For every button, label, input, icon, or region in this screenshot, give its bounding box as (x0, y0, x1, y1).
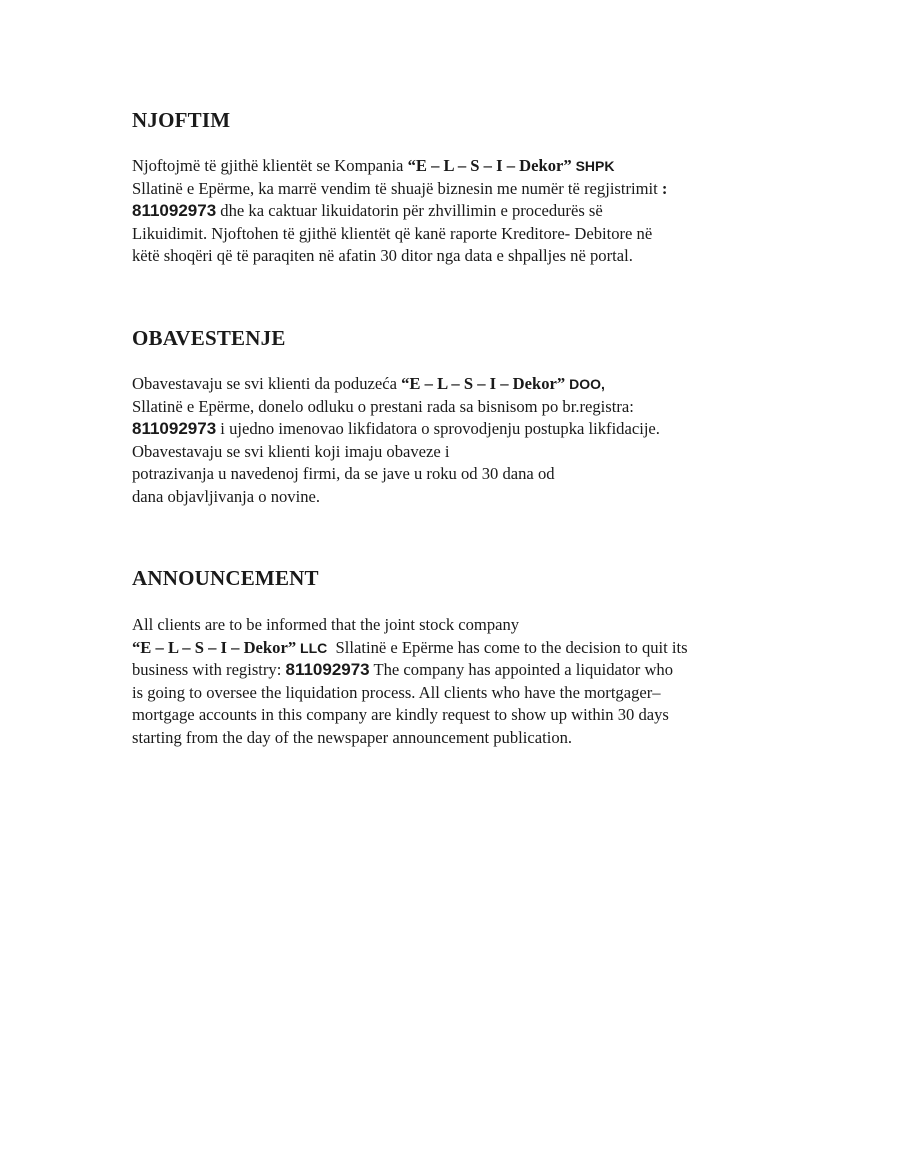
company-name: “E – L – S – I – Dekor” (401, 374, 566, 393)
paragraph-line (132, 155, 667, 178)
line-text: Sllatinë e Epërme has come to the decision to quit its (327, 637, 688, 657)
line-text: business with registry: (132, 660, 286, 680)
section-njoftim (132, 108, 792, 266)
paragraph-njoftim (132, 155, 667, 268)
paragraph-line (132, 178, 667, 201)
paragraph-line (132, 373, 660, 396)
paragraph-line (132, 659, 688, 682)
heading-announcement: ANNOUNCEMENT (132, 566, 319, 590)
paragraph-announcement (132, 614, 688, 750)
line-text: Njoftojmë të gjithë klientët se Kompania (132, 156, 408, 175)
paragraph-obavestenje (132, 373, 660, 509)
paragraph-line: këtë shoqëri që të paraqiten në afatin 30 ditor nga data e shpalljes në portal. (132, 246, 633, 266)
company-suffix: SHPK (571, 158, 615, 174)
paragraph-line: is going to oversee the liquidation process. All clients who have the mortgager– (132, 682, 661, 702)
company-name: “E – L – S – I – Dekor” (132, 637, 297, 657)
registry-number: 811092973 (285, 660, 370, 680)
paragraph-line: Sllatinë e Epërme, donelo odluku o prestani rada sa bisnisom po br.registra: (132, 396, 634, 416)
paragraph-line: mortgage accounts in this company are kindly request to show up within 30 days (132, 705, 669, 725)
line-tail: : (661, 178, 668, 198)
line-text: i ujedno imenovao likfidatora o sprovodjenju postupka likfidacije. (216, 419, 660, 439)
company-suffix: LLC (296, 639, 328, 656)
paragraph-line: All clients are to be informed that the joint stock company (132, 615, 520, 634)
paragraph-line: Likuidimit. Njoftohen të gjithë klientët që kanë raporte Kreditore- Debitore në (132, 223, 653, 243)
line-text: Sllatinë e Epërme, ka marrë vendim të shuajë biznesin me numër të regjistrimit (132, 178, 662, 198)
paragraph-line (132, 200, 667, 223)
section-obavestenje (132, 326, 792, 506)
section-announcement (132, 566, 792, 747)
paragraph-line (132, 418, 660, 441)
line-text: The company has appointed a liquidator who (369, 660, 674, 680)
paragraph-line: dana objavljivanja o novine. (132, 486, 321, 506)
company-name: “E – L – S – I – Dekor” (407, 156, 572, 175)
paragraph-line: potrazivanja u navedenoj firmi, da se jave u roku od 30 dana od (132, 464, 555, 484)
company-suffix: DOO, (565, 376, 605, 392)
paragraph-line: starting from the day of the newspaper announcement publication. (132, 727, 573, 747)
heading-obavestenje: OBAVESTENJE (132, 326, 286, 350)
line-text: Obavestavaju se svi klienti da poduzeća (132, 374, 402, 393)
line-text: dhe ka caktuar likuidatorin për zhvillimin e procedurës së (216, 201, 603, 221)
registry-number: 811092973 (132, 201, 217, 221)
paragraph-line (132, 637, 688, 660)
heading-njoftim: NJOFTIM (132, 108, 231, 132)
registry-number: 811092973 (132, 419, 217, 439)
paragraph-line: Obavestavaju se svi klienti koji imaju obaveze i (132, 441, 450, 461)
